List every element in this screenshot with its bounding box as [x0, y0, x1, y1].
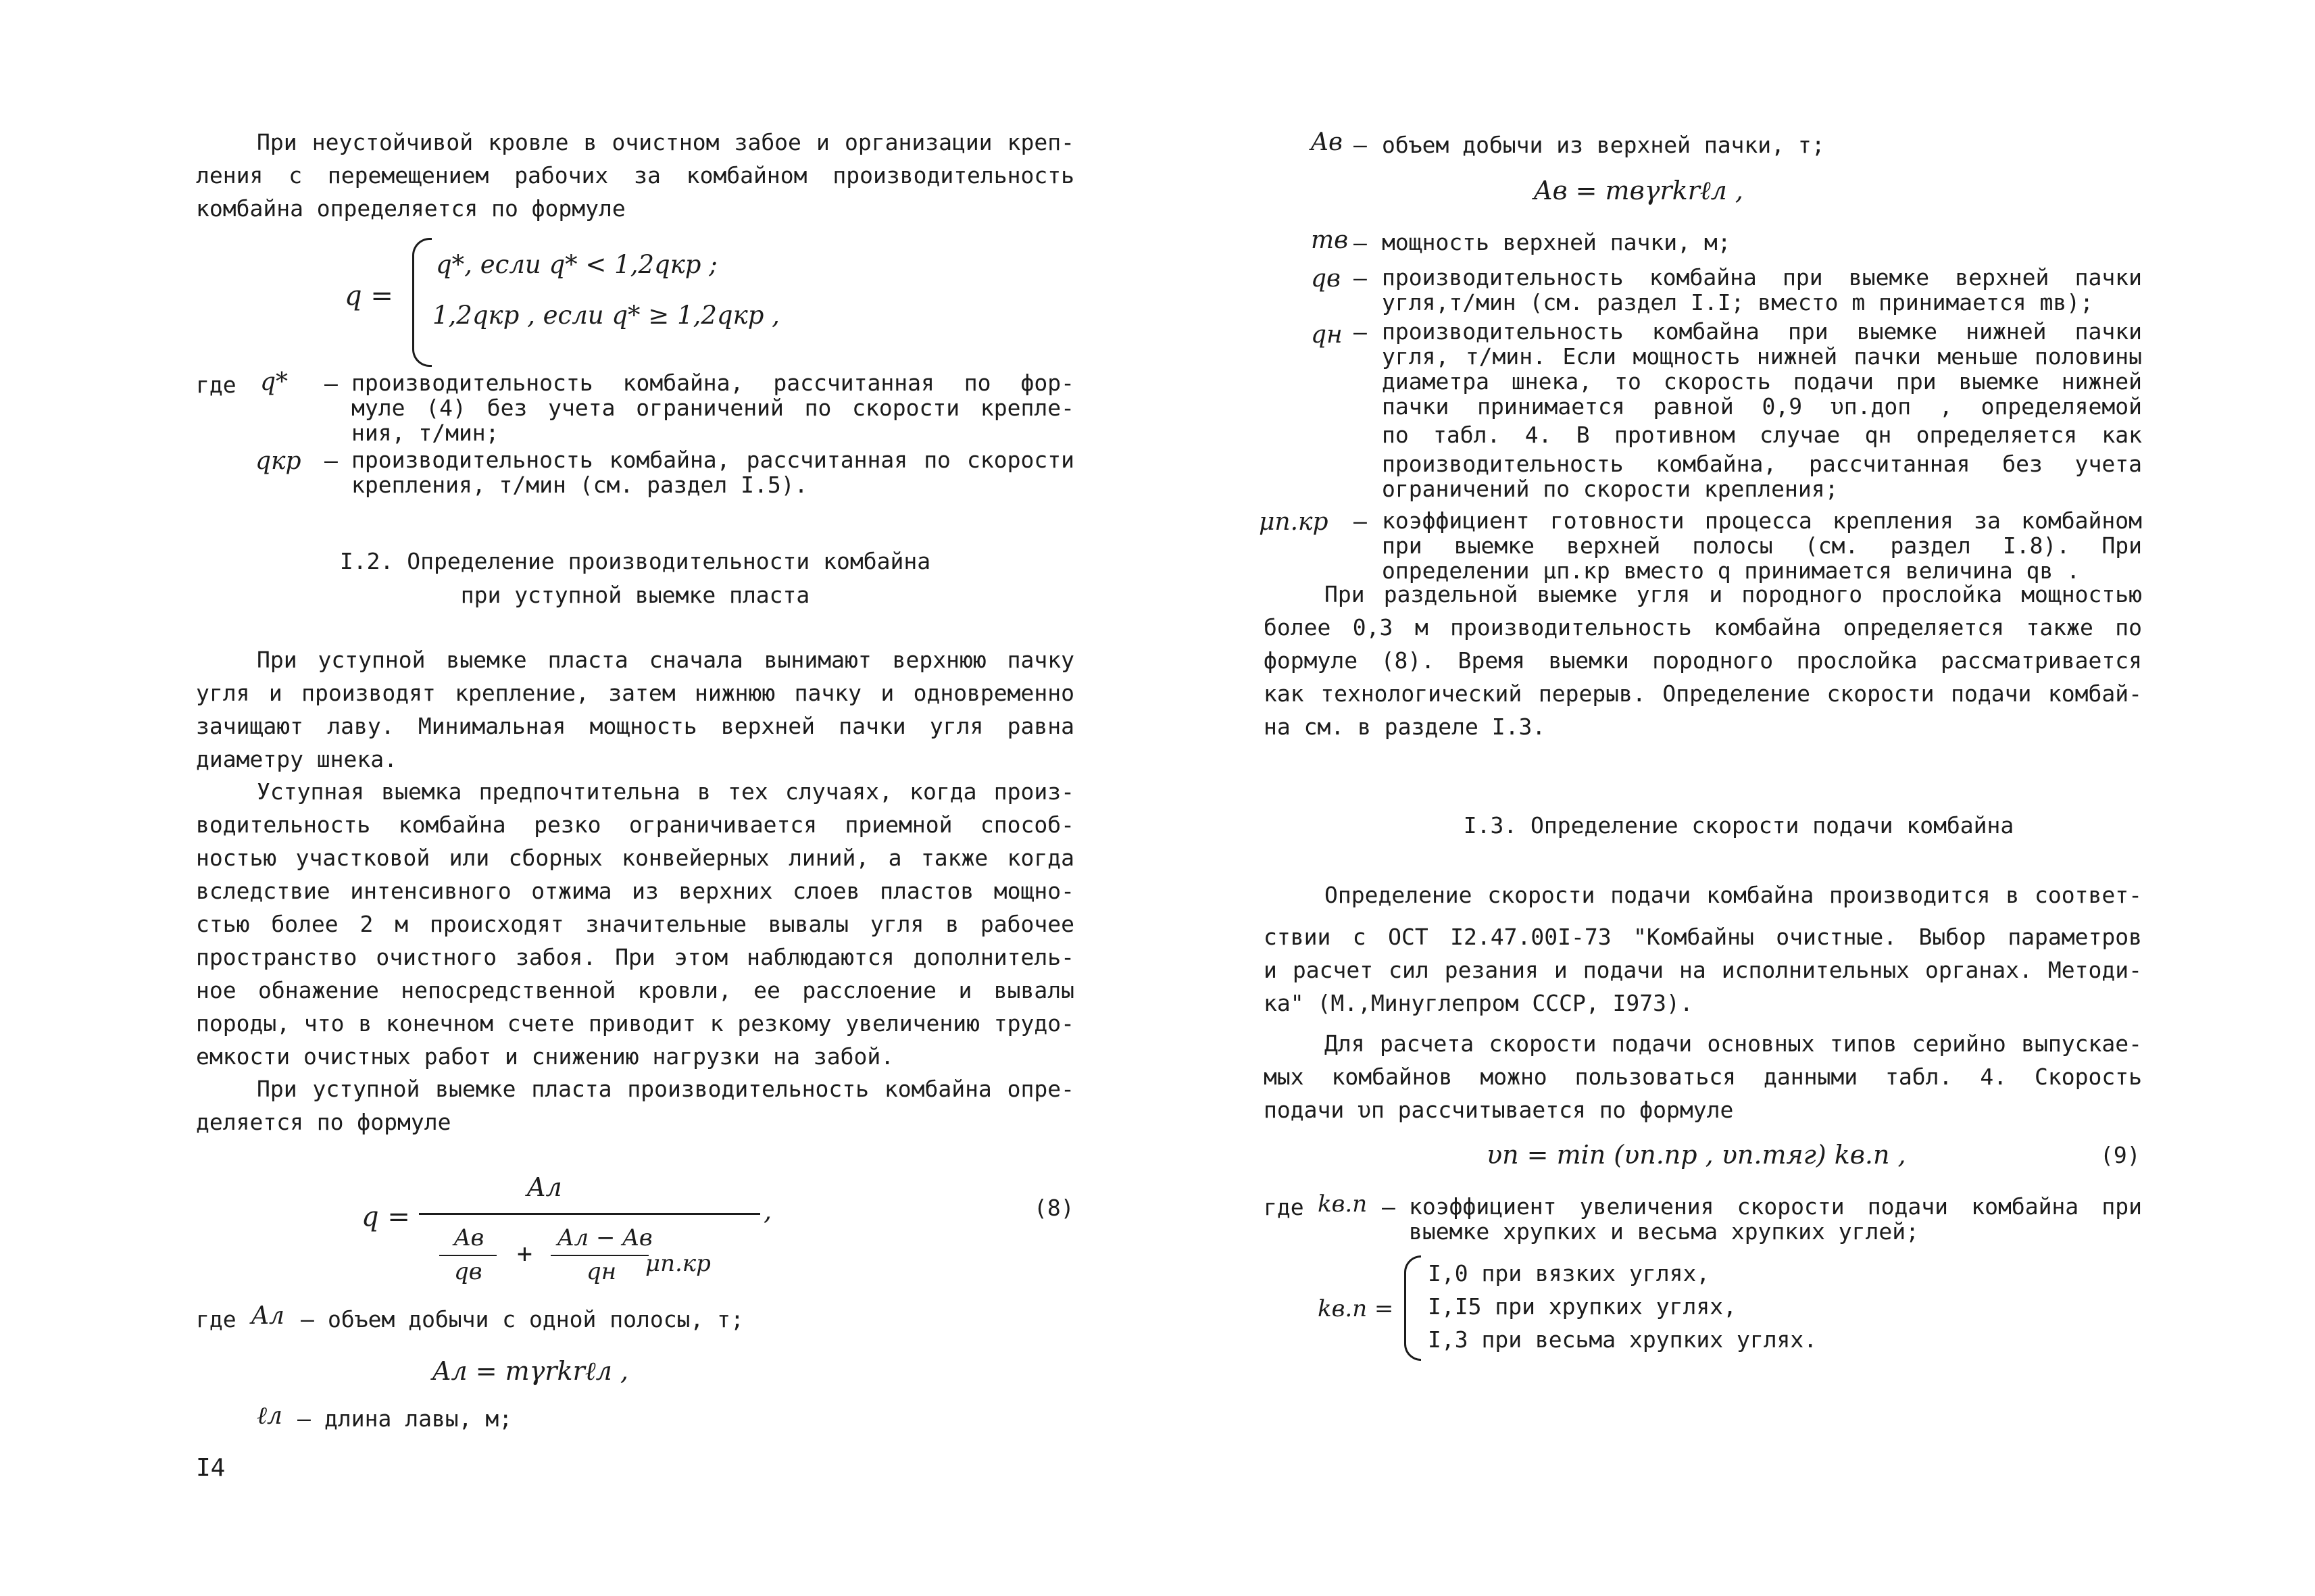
text-line: на см. в разделе I.3. [1264, 714, 1546, 740]
text-line: Для расчета скорости подачи основных типов серийно выпускае- [1324, 1030, 2142, 1057]
text-line: При неустойчивой кровле в очистном забое и организации креп- [257, 129, 1074, 155]
text-line: При уступной выемке пласта производительность комбайна опре- [257, 1076, 1074, 1102]
text-line: емкости очистных работ и снижению нагрузки на забой. [196, 1043, 895, 1070]
text-line: При раздельной выемке угля и породного прослойка мощностью [1324, 581, 2142, 607]
text-line: ограничений по скорости крепления; [1382, 476, 1839, 502]
heading-line: при уступной выемке пласта [460, 582, 810, 608]
def-dash: – [324, 447, 338, 474]
text-line: водительность комбайна резко ограничивается приемной способ- [196, 812, 1074, 838]
intro-paragraph [196, 126, 1074, 225]
def-dash: – [1353, 319, 1367, 345]
paragraph-separate-mining [1264, 578, 2142, 743]
def-dash: – [1353, 265, 1367, 291]
formula8-f1-num: Aв [454, 1224, 484, 1251]
text-line: угля,т/мин (см. раздел I.I; вместо m принимается mв); [1382, 289, 2093, 316]
formula8-lhs: q = [362, 1201, 410, 1232]
where-label: где [196, 1306, 237, 1332]
paragraph-table4 [1264, 1027, 2142, 1126]
def-symbol: Aв [1311, 128, 1343, 156]
formula8-f1-den: qв [454, 1258, 482, 1285]
text-line: формуле (8). Время выемки породного прослойка рассматривается [1264, 647, 2142, 674]
text-line: по табл. 4. В противном случае qн определяется как [1382, 422, 2142, 448]
text-line: угля, т/мин. Если мощность нижней пачки меньше половины [1382, 343, 2142, 370]
def-q-n [1382, 319, 2142, 501]
text-line: Уступная выемка предпочтительна в тех случаях, когда произ- [257, 778, 1074, 805]
heading-line: I.2. Определение производительности комбайна [339, 548, 931, 574]
formula8-f2-den: qн [587, 1258, 617, 1285]
text-line: диаметра шнека, то скорость подачи при выемке нижней [1382, 368, 2142, 395]
formula8-mu: μп.кр [645, 1250, 711, 1277]
def-symbol: qкр [255, 447, 301, 475]
page-number: I4 [196, 1454, 226, 1482]
case-line: I,I5 при хрупких углях, [1428, 1293, 1737, 1320]
text-line: мощность верхней пачки, м; [1382, 229, 1731, 255]
text-line: пачки принимается равной 0,9 υп.доп , определяемой [1382, 393, 2142, 420]
paragraph-preferred [196, 775, 1074, 1073]
k-formula-lhs: kв.п = [1318, 1295, 1394, 1322]
section-heading-1-2 [264, 545, 1007, 612]
text-line: стью более 2 м происходят значительные вывалы угля в рабочее [196, 911, 1074, 937]
formula8-f2-bar [551, 1255, 649, 1256]
def-dash: – [1353, 508, 1367, 534]
formula9-number: (9) [2100, 1142, 2141, 1168]
formula8-f2-num: Aл − Aв [557, 1224, 653, 1251]
text-line: При уступной выемке пласта сначала вынимают верхнюю пачку [257, 647, 1074, 673]
def-mu [1382, 508, 2142, 583]
text-line: как технологический перерыв. Определение скорости подачи комбай- [1264, 680, 2142, 707]
formula-q-brace [412, 238, 432, 367]
text-line: пространство очистного забоя. При этом наблюдаются дополнитель- [196, 944, 1074, 970]
case-line: I,0 при вязких углях, [1428, 1260, 1710, 1287]
text-line: крепления, т/мин (см. раздел I.5). [351, 472, 808, 498]
text-line: породы, что в конечном счете приводит к резкому увеличению трудо- [196, 1010, 1074, 1037]
text-line: производительность комбайна, рассчитанная по скорости [351, 447, 1074, 473]
formula-q-case1: q*, если q* < 1,2qкр ; [436, 250, 718, 279]
where-label: где [1264, 1194, 1304, 1220]
def-dash: – [1353, 230, 1367, 256]
def-symbol: ℓл [257, 1402, 282, 1430]
case-line: I,3 при весьма хрупких углях. [1428, 1326, 1818, 1353]
def-q-star [351, 370, 1074, 445]
def-k [1409, 1194, 2142, 1244]
paragraph-ost [1264, 878, 2142, 1020]
text-line: коэффициент готовности процесса крепления за комбайном [1382, 507, 2142, 534]
def-dash: – [301, 1306, 314, 1332]
text-line: и расчет сил резания и подачи на исполнительных органах. Методи- [1264, 957, 2142, 983]
text-line: ное обнажение непосредственной кровли, ее расслоение и вывалы [196, 977, 1074, 1003]
k-formula-cases [1428, 1257, 1817, 1356]
text-line: подачи υп рассчитывается по формуле [1264, 1097, 1734, 1123]
right-page [1158, 0, 2315, 1596]
text-line: более 0,3 м производительность комбайна определяется также по [1264, 614, 2142, 641]
paragraph-formula8-intro [196, 1072, 1074, 1139]
formula9: υп = min (υп.пр , υп.тяг) kв.п , [1487, 1140, 1906, 1170]
text-line: производительность комбайна, рассчитанная по фор- [351, 370, 1074, 396]
formula-al: Aл = mγrkrℓл , [432, 1356, 628, 1386]
text-line: мых комбайнов можно пользоваться данными табл. 4. Скорость [1264, 1064, 2142, 1090]
formula8-f1-bar [439, 1255, 497, 1256]
formula8-plus: + [517, 1239, 532, 1268]
text-line: производительность комбайна при выемке верхней пачки [1382, 264, 2142, 291]
formula-q-case2: 1,2qкр , если q* ≥ 1,2qкр , [432, 301, 780, 330]
text-line: Определение скорости подачи комбайна производится в соответ- [1324, 882, 2142, 908]
def-symbol: mв [1311, 226, 1349, 254]
text-line: ностью участковой или сборных конвейерных линий, а также когда [196, 845, 1074, 871]
text-line: ка" (М.,Минуглепром СССР, I973). [1264, 990, 1693, 1016]
text-line: диаметру шнека. [196, 746, 398, 772]
formula-ab: Aв = mвγrkrℓл , [1534, 176, 1743, 205]
formula-q-lhs: q = [345, 280, 393, 311]
formula8-number: (8) [1034, 1195, 1074, 1221]
text-line: ния, т/мин; [351, 420, 499, 446]
formula8-main-bar [419, 1213, 760, 1215]
text-line: производительность комбайна, рассчитанная без учета [1382, 451, 2142, 477]
text-line: коэффициент увеличения скорости подачи комбайна при [1409, 1193, 2142, 1220]
def-symbol: Aл [251, 1302, 284, 1330]
def-symbol: qн [1311, 321, 1343, 349]
def-symbol: μп.кр [1259, 508, 1328, 536]
def-text: длина лавы, м; [324, 1405, 513, 1432]
def-symbol: q* [260, 368, 289, 396]
text-line: ствии с ОСТ I2.47.00I-73 "Комбайны очистные. Выбор параметров [1264, 924, 2142, 950]
text-line: зачищают лаву. Минимальная мощность верхней пачки угля равна [196, 713, 1074, 739]
formula8-comma: , [764, 1196, 772, 1226]
text-line: ления с перемещением рабочих за комбайном производительность [196, 162, 1074, 189]
text-line: выемке хрупких и весьма хрупких углей; [1409, 1218, 1919, 1245]
def-text: объем добычи с одной полосы, т; [328, 1306, 744, 1332]
text-line: производительность комбайна при выемке нижней пачки [1382, 318, 2142, 345]
section-heading-1-3: I.3. Определение скорости подачи комбайна [1463, 812, 2014, 839]
def-q-kr [351, 447, 1074, 497]
where-label: где [196, 372, 237, 398]
def-symbol: kв.п [1318, 1191, 1368, 1218]
text-line: деляется по формуле [196, 1109, 451, 1135]
def-text: объем добычи из верхней пачки, т; [1382, 132, 1825, 158]
text-line: вследствие интенсивного отжима из верхних слоев пластов мощно- [196, 878, 1074, 904]
def-dash: – [1382, 1194, 1395, 1220]
def-m-v [1382, 230, 2142, 255]
def-symbol: qв [1311, 265, 1341, 293]
formula8-numerator: Aл [527, 1172, 562, 1202]
def-dash: – [324, 370, 338, 397]
def-q-v [1382, 265, 2142, 315]
def-dash: – [1353, 132, 1367, 158]
text-line: муле (4) без учета ограничений по скорости крепле- [351, 395, 1074, 421]
text-line: угля и производят крепление, затем нижнюю пачку и одновременно [196, 680, 1074, 706]
def-dash: – [297, 1405, 311, 1432]
text-line: комбайна определяется по формуле [196, 195, 626, 222]
paragraph-stepped-mining [196, 643, 1074, 776]
text-line: определении μп.кр вместо q принимается величина qв . [1382, 557, 2081, 584]
k-formula-brace [1404, 1255, 1421, 1361]
text-line: при выемке верхней полосы (см. раздел I.8). При [1382, 532, 2142, 559]
